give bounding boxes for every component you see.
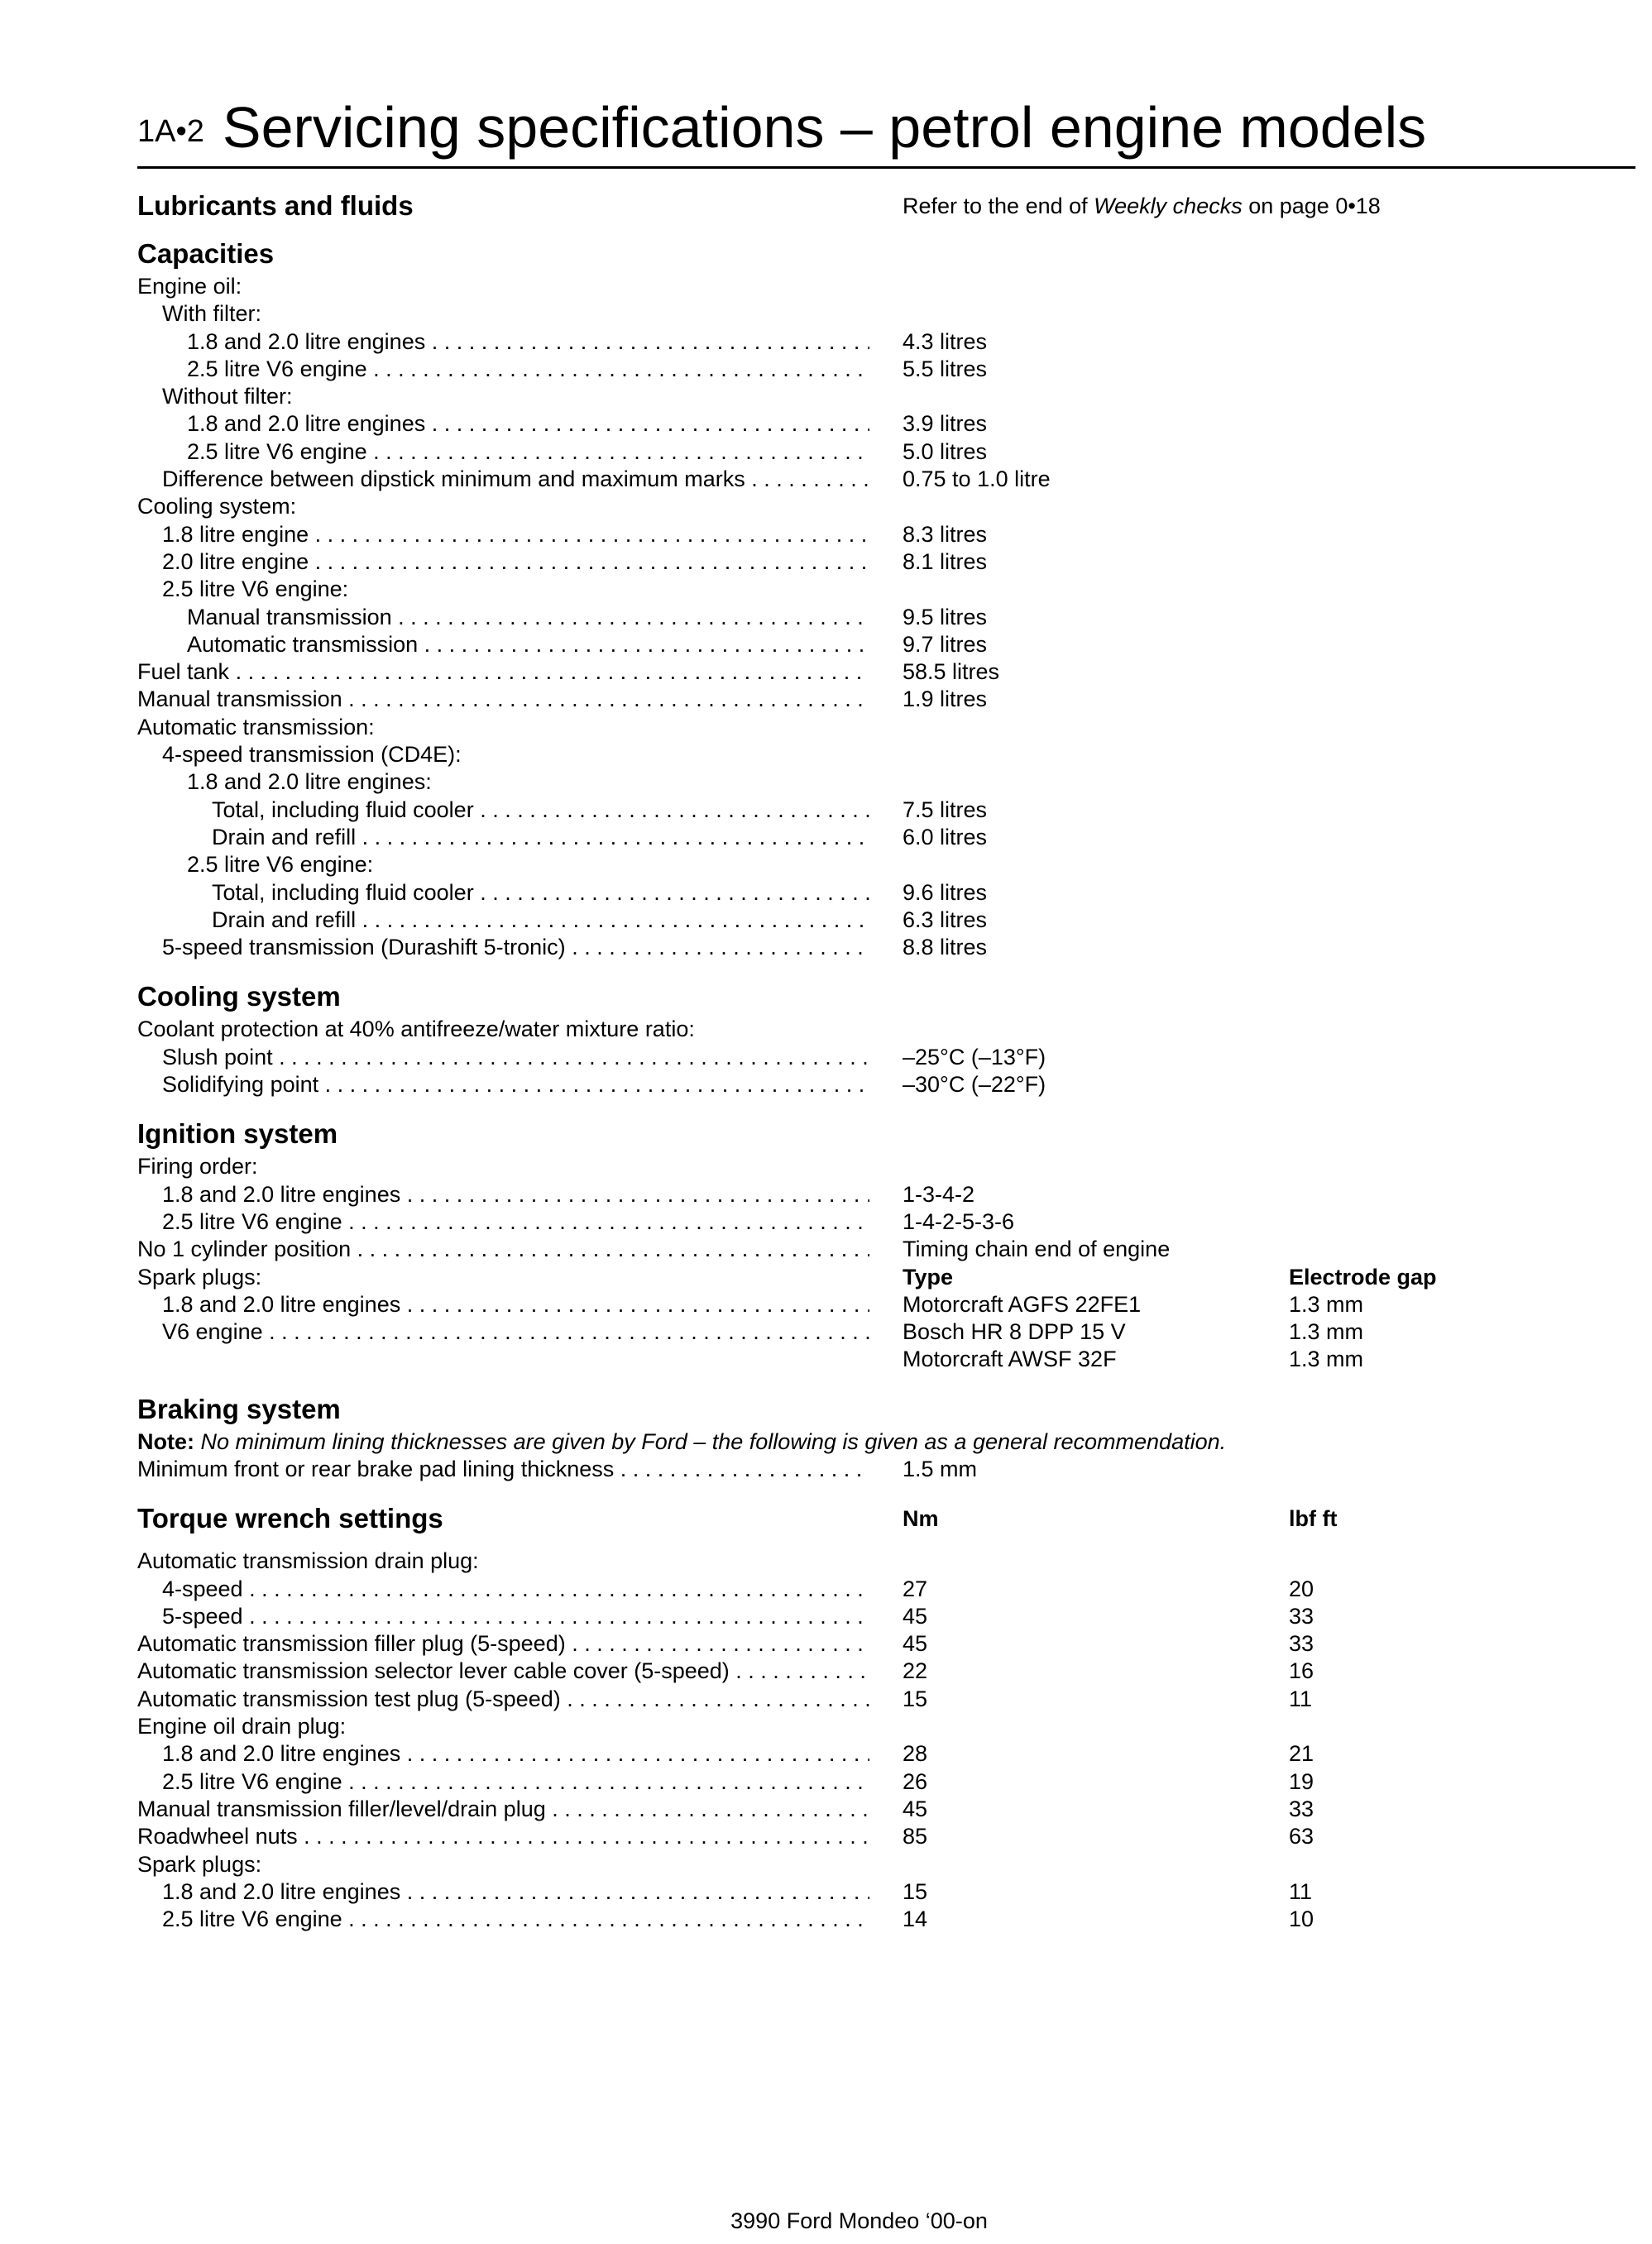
spec-value: Timing chain end of engine <box>903 1237 1171 1262</box>
spec-label: 2.5 litre V6 engine . . . <box>162 1906 869 1933</box>
spec-row <box>137 686 1610 713</box>
cooling-table <box>137 1016 1610 1098</box>
spec-label: 1.8 and 2.0 litre engines . . . <box>162 1181 869 1208</box>
spec-value-2: 33 <box>1289 1603 1314 1629</box>
spec-row <box>137 1686 1610 1713</box>
spec-label: Firing order: <box>137 1154 258 1179</box>
spec-row <box>137 851 1610 878</box>
spec-label: Difference between dipstick minimum and maximum marks . . . <box>162 466 869 493</box>
lubricants-heading <box>137 187 1610 225</box>
spec-value-2: 20 <box>1289 1576 1314 1601</box>
spec-value: 14 <box>903 1907 928 1932</box>
spec-row <box>137 604 1610 631</box>
spec-row <box>137 356 1610 383</box>
page-header <box>137 89 1635 169</box>
ignition-heading <box>137 1115 1610 1153</box>
spec-value-2: 19 <box>1289 1768 1314 1794</box>
spec-label: 1.8 and 2.0 litre engines . . . <box>187 328 869 356</box>
note-text: No minimum lining thicknesses are given by Ford – the following is given as a general recommendation. <box>194 1428 1227 1454</box>
spec-value: 28 <box>903 1741 928 1767</box>
spec-label: Drain and refill . . . <box>212 824 869 851</box>
braking-heading-text: Braking system <box>137 1393 341 1424</box>
spec-label: Automatic transmission . . . <box>187 631 869 658</box>
spec-label: Without filter: <box>162 384 293 409</box>
spec-value: 22 <box>903 1658 928 1684</box>
spec-row <box>137 1906 1610 1933</box>
spec-value-2: 33 <box>1289 1796 1314 1821</box>
cooling-heading <box>137 978 1610 1016</box>
spec-value-2: 63 <box>1289 1824 1314 1849</box>
ignition-table <box>137 1153 1610 1373</box>
spec-value: 15 <box>903 1878 928 1904</box>
spec-row <box>137 741 1610 768</box>
spec-label: 1.8 and 2.0 litre engines . . . <box>162 1291 869 1318</box>
spec-row <box>137 934 1610 961</box>
lubricants-reference <box>903 187 1381 225</box>
spec-row <box>137 576 1610 603</box>
spec-label: Fuel tank . . . <box>137 658 869 686</box>
spec-row <box>137 1851 1610 1878</box>
spec-label: Minimum front or rear brake pad lining thickness . . . <box>137 1456 869 1483</box>
braking-note <box>137 1428 1610 1456</box>
spec-row <box>137 1740 1610 1768</box>
spec-row <box>137 1658 1610 1685</box>
spec-value: 7.5 litres <box>903 797 988 822</box>
spec-value: 1.5 mm <box>903 1456 978 1481</box>
spec-label: 2.5 litre V6 engine . . . <box>162 1208 869 1236</box>
spec-row <box>137 1548 1610 1575</box>
spec-label: V6 engine . . . <box>162 1318 869 1346</box>
spec-row <box>137 300 1610 328</box>
page-footer: 3990 Ford Mondeo ‘00-on <box>730 2208 988 2233</box>
spec-value: 8.1 litres <box>903 548 988 574</box>
spec-label: 5-speed . . . <box>162 1603 869 1630</box>
spec-row <box>137 631 1610 658</box>
ref-weekly-checks: Weekly checks <box>1094 194 1243 218</box>
lubricants-heading-text: Lubricants and fluids <box>137 190 414 221</box>
spec-value: 5.0 litres <box>903 438 988 464</box>
ignition-heading-text: Ignition system <box>137 1118 338 1150</box>
page-title: Servicing specifications – petrol engine models <box>222 95 1427 160</box>
spec-label: Automatic transmission filler plug (5-speed) . . . <box>137 1630 869 1658</box>
spec-value: Type <box>903 1264 954 1289</box>
spec-value: 9.5 litres <box>903 604 988 629</box>
spec-row <box>137 1016 1610 1043</box>
spec-row <box>137 1264 1610 1291</box>
spec-value: –30°C (–22°F) <box>903 1072 1046 1098</box>
spec-value: 26 <box>903 1768 928 1794</box>
spec-row <box>137 768 1610 796</box>
torque-table <box>137 1548 1610 1933</box>
spec-label: 4-speed . . . <box>162 1576 869 1603</box>
spec-label: 1.8 and 2.0 litre engines: <box>187 769 432 795</box>
spec-value: Motorcraft AGFS 22FE1 <box>903 1291 1142 1317</box>
spec-value-2: 10 <box>1289 1907 1314 1932</box>
spec-value: Bosch HR 8 DPP 15 V <box>903 1319 1126 1345</box>
spec-row <box>137 1318 1610 1346</box>
spec-label: No 1 cylinder position . . . <box>137 1236 869 1263</box>
ref-pre: Refer to the end of <box>903 194 1094 218</box>
spec-value-2: 16 <box>1289 1658 1314 1684</box>
spec-row <box>137 1823 1610 1850</box>
spec-value: 1-3-4-2 <box>903 1181 975 1207</box>
spec-label: With filter: <box>162 301 262 327</box>
spec-label: Automatic transmission: <box>137 714 375 739</box>
page-number: 1A•2 <box>137 114 204 149</box>
spec-label: Spark plugs: <box>137 1851 262 1877</box>
spec-row <box>137 521 1610 548</box>
spec-label: Engine oil drain plug: <box>137 1714 347 1739</box>
spec-label: Total, including fluid cooler . . . <box>212 797 869 824</box>
cooling-heading-text: Cooling system <box>137 981 341 1012</box>
spec-row <box>137 1044 1610 1071</box>
spec-label: 1.8 and 2.0 litre engines . . . <box>187 410 869 438</box>
spec-label: Solidifying point . . . <box>162 1071 869 1098</box>
spec-label: Manual transmission . . . <box>187 604 869 631</box>
spec-label: Total, including fluid cooler . . . <box>212 879 869 907</box>
spec-row <box>137 797 1610 824</box>
ref-post: on page 0•18 <box>1242 194 1381 218</box>
spec-value: 45 <box>903 1603 928 1629</box>
spec-value: 1-4-2-5-3-6 <box>903 1208 1015 1234</box>
torque-heading <box>137 1500 1610 1538</box>
spec-label: Roadwheel nuts . . . <box>137 1823 869 1850</box>
spec-value: Motorcraft AWSF 32F <box>903 1347 1117 1372</box>
spec-value: 3.9 litres <box>903 411 988 437</box>
spec-content <box>137 187 1610 1933</box>
spec-label: 1.8 and 2.0 litre engines . . . <box>162 1740 869 1768</box>
braking-table <box>137 1456 1610 1483</box>
spec-label: Spark plugs: <box>137 1264 262 1289</box>
note-label: Note: <box>137 1428 194 1454</box>
spec-value: 58.5 litres <box>903 659 1000 685</box>
spec-value: 9.7 litres <box>903 631 988 657</box>
spec-value-2: 11 <box>1289 1686 1313 1711</box>
spec-label: Engine oil: <box>137 274 242 299</box>
spec-row <box>137 1576 1610 1603</box>
spec-label: Manual transmission . . . <box>137 686 869 713</box>
spec-row <box>137 824 1610 851</box>
spec-row <box>137 410 1610 438</box>
spec-label: 2.0 litre engine . . . <box>162 548 869 576</box>
torque-heading-text: Torque wrench settings <box>137 1503 443 1534</box>
spec-row <box>137 658 1610 686</box>
spec-value: 27 <box>903 1576 928 1601</box>
spec-value-2: 21 <box>1289 1741 1314 1767</box>
spec-value: 15 <box>903 1686 928 1711</box>
spec-label: 1.8 and 2.0 litre engines . . . <box>162 1878 869 1906</box>
spec-label: 2.5 litre V6 engine: <box>187 852 374 878</box>
spec-label: Slush point . . . <box>162 1044 869 1071</box>
spec-value: 1.9 litres <box>903 687 988 712</box>
spec-value-2: 1.3 mm <box>1289 1291 1364 1317</box>
spec-row <box>137 907 1610 934</box>
spec-value: 5.5 litres <box>903 356 988 381</box>
spec-label: Coolant protection at 40% antifreeze/water mixture ratio: <box>137 1017 695 1042</box>
spec-row <box>137 1630 1610 1658</box>
spec-value: 85 <box>903 1824 928 1849</box>
torque-col-nm: Nm <box>903 1506 939 1532</box>
spec-value: 45 <box>903 1631 928 1657</box>
spec-value-2: Electrode gap <box>1289 1264 1437 1289</box>
spec-label: 4-speed transmission (CD4E): <box>162 742 462 768</box>
spec-row <box>137 1713 1610 1740</box>
spec-row <box>137 1346 1610 1373</box>
spec-row <box>137 1768 1610 1796</box>
spec-row <box>137 879 1610 907</box>
spec-label: Manual transmission filler/level/drain plug . . . <box>137 1796 869 1823</box>
spec-label: Automatic transmission drain plug: <box>137 1548 479 1574</box>
spec-value-2: 1.3 mm <box>1289 1319 1364 1345</box>
spec-row <box>137 1796 1610 1823</box>
spec-row <box>137 1236 1610 1263</box>
spec-label: Drain and refill . . . <box>212 907 869 934</box>
spec-row <box>137 1878 1610 1906</box>
spec-value: 4.3 litres <box>903 328 988 354</box>
spec-row <box>137 328 1610 356</box>
spec-label: 2.5 litre V6 engine: <box>162 577 349 602</box>
torque-col-lbfft: lbf ft <box>1289 1506 1338 1532</box>
spec-value: 8.3 litres <box>903 521 988 547</box>
spec-row <box>137 466 1610 493</box>
spec-row <box>137 383 1610 410</box>
spec-row <box>137 1291 1610 1318</box>
spec-row <box>137 438 1610 466</box>
spec-label: 2.5 litre V6 engine . . . <box>187 438 869 466</box>
spec-value: 0.75 to 1.0 litre <box>903 467 1051 492</box>
spec-label: Cooling system: <box>137 494 297 519</box>
spec-label: 5-speed transmission (Durashift 5-tronic) . . . <box>162 934 869 961</box>
spec-row <box>137 1208 1610 1236</box>
capacities-heading <box>137 235 1610 273</box>
spec-label: Automatic transmission test plug (5-speed) . . . <box>137 1686 869 1713</box>
spec-row <box>137 1181 1610 1208</box>
spec-value-2: 1.3 mm <box>1289 1347 1364 1372</box>
spec-value: 6.0 litres <box>903 824 988 849</box>
spec-value: –25°C (–13°F) <box>903 1044 1046 1069</box>
spec-value: 45 <box>903 1796 928 1821</box>
spec-row <box>137 273 1610 300</box>
spec-value: 8.8 litres <box>903 935 988 960</box>
spec-row <box>137 548 1610 576</box>
spec-label: 1.8 litre engine . . . <box>162 521 869 548</box>
spec-label: 2.5 litre V6 engine . . . <box>187 356 869 383</box>
spec-value-2: 33 <box>1289 1631 1314 1657</box>
braking-heading <box>137 1390 1610 1428</box>
spec-row <box>137 1071 1610 1098</box>
spec-label: 2.5 litre V6 engine . . . <box>162 1768 869 1796</box>
spec-value: 9.6 litres <box>903 879 988 905</box>
spec-row <box>137 1456 1610 1483</box>
spec-value: 6.3 litres <box>903 907 988 932</box>
spec-label: Automatic transmission selector lever cable cover (5-speed) . . . <box>137 1658 869 1685</box>
spec-value-2: 11 <box>1289 1878 1313 1904</box>
capacities-heading-text: Capacities <box>137 238 275 269</box>
capacities-table <box>137 273 1610 961</box>
spec-row <box>137 1153 1610 1180</box>
spec-row <box>137 493 1610 520</box>
spec-row <box>137 714 1610 741</box>
spec-row <box>137 1603 1610 1630</box>
